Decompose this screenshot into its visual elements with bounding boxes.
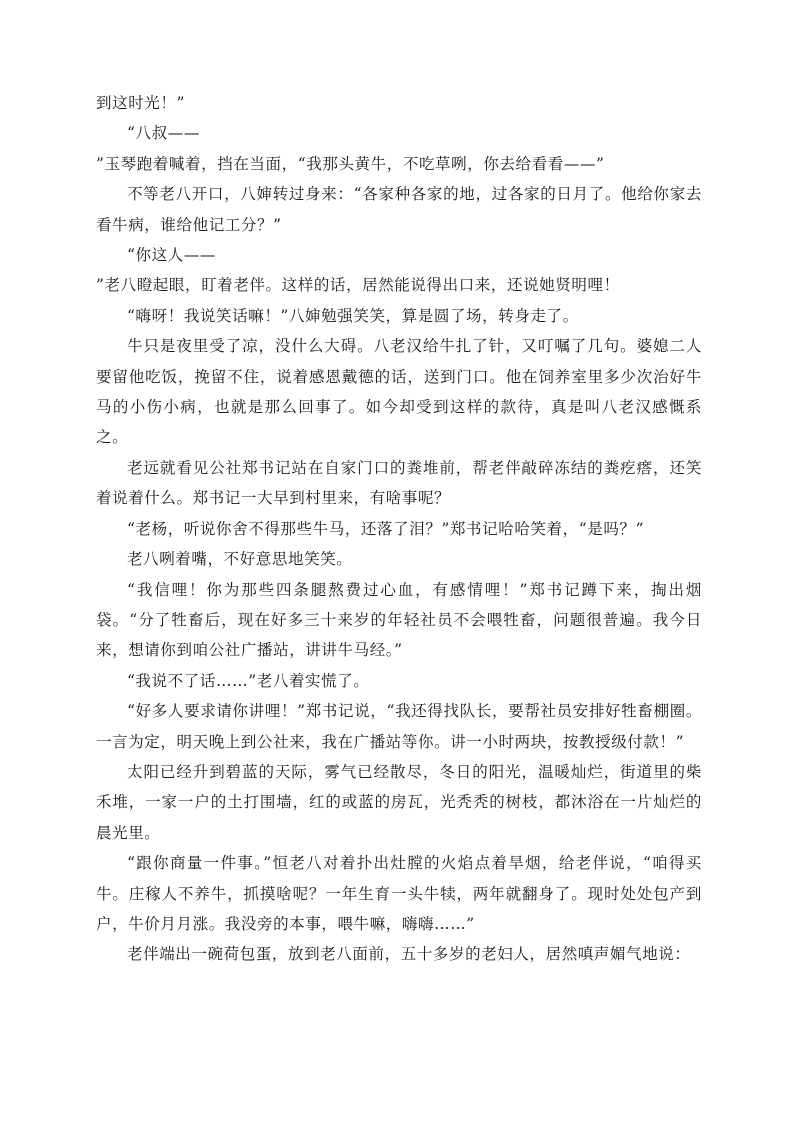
paragraph: ”老八瞪起眼，盯着老伴。这样的话，居然能说得出口来，还说她贤明哩！ [96,276,620,295]
paragraph: “我说不了话……”老八着实慌了。 [127,671,370,690]
paragraph: “嗨呀！我说笑话嘛！”八婶勉强笑笑，算是圆了场，转身走了。 [127,306,579,325]
paragraph: “老杨，听说你舍不得那些牛马，还落了泪？”郑书记哈哈笑着，“是吗？” [127,519,645,538]
paragraph: 牛只是夜里受了凉，没什么大碍。八老汉给牛扎了针，又叮嘱了几句。婆媳二人要留他吃饭，挽留不住，说着感恩戴德的话，送到门口。他在饲养室里多少次治好牛马的小伤小病，也就是那么回事了。如今却受到这样的款待，真是叫八老汉感慨系之。 [96,337,702,447]
paragraph: “八叔—— [127,124,200,143]
document-body [96,88,702,970]
paragraph: ”玉琴跑着喊着，挡在当面，“我那头黄牛，不吃草咧，你去给看看——” [96,154,605,173]
paragraph: “跟你商量一件事。”恒老八对着扑出灶膛的火焰点着旱烟，给老伴说，“咱得买牛。庄稼人不养牛，抓摸啥呢？一年生育一头牛犊，两年就翻身了。现时处处包产到户，牛价月月涨。我没旁的本事，喂牛嘛，嗨嗨……” [96,854,702,933]
paragraph: “你这人—— [127,246,217,265]
paragraph: “好多人要求请你讲哩！”郑书记说，“我还得找队长，要帮社员安排好牲畜棚圈。一言为定，明天晚上到公社来，我在广播站等你。讲一小时两块，按教授级付款！” [96,702,702,751]
paragraph: 到这时光！” [96,94,186,112]
paragraph: 太阳已经升到碧蓝的天际，雾气已经散尽，冬日的阳光，温暖灿烂，街道里的柴禾堆，一家一户的土打围墙，红的或蓝的房瓦，光秃秃的树枝，都沐浴在一片灿烂的晨光里。 [96,762,702,842]
paragraph: 不等老八开口，八婶转过身来：“各家种各家的地，过各家的日月了。他给你家去看牛病，谁给他记工分？” [96,185,702,234]
paragraph: 老八咧着嘴，不好意思地笑笑。 [127,550,353,569]
paragraph: 老远就看见公社郑书记站在自家门口的粪堆前，帮老伴敲碎冻结的粪疙瘩，还笑着说着什么。郑书记一大早到村里来，有啥事呢？ [96,458,702,508]
paragraph: “我信哩！你为那些四条腿熬费过心血，有感情哩！”郑书记蹲下来，掏出烟袋。“分了牲畜后，现在好多三十来岁的年轻社员不会喂牲畜，问题很普遍。我今日来，想请你到咱公社广播站，讲讲牛马经。” [96,580,702,660]
paragraph: 老伴端出一碗荷包蛋，放到老八面前，五十多岁的老妇人，居然嗔声媚气地说： [127,945,691,964]
